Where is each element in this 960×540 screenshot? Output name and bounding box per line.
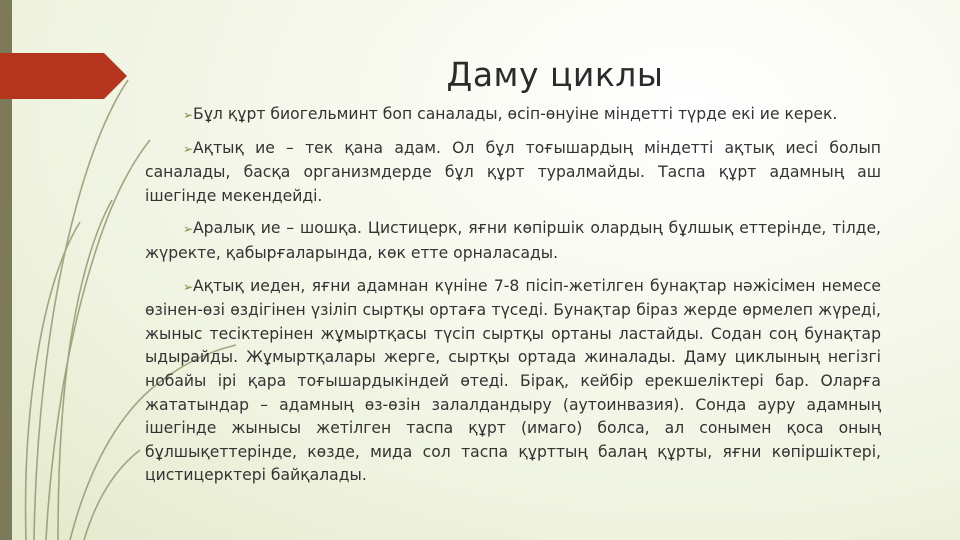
paragraph-text: Ақтық ие – тек қана адам. Ол бұл тоғышардың міндетті ақтық иесі болып саналады, басқа организмдерде бұл құрт туралмайды. Таспа құрт адамның аш ішегінде мекендейді.	[145, 138, 881, 205]
paragraph	[145, 275, 881, 488]
arrow-bullet-icon: ➢	[183, 222, 194, 237]
paragraph	[145, 217, 881, 265]
paragraph	[145, 103, 881, 128]
arrow-bullet-icon: ➢	[183, 108, 194, 122]
paragraph-text: Бұл құрт биогельминт боп саналады, өсіп-өнуіне міндетті түрде екі ие керек.	[193, 105, 838, 123]
slide-title: Даму циклы	[446, 55, 664, 94]
paragraph-text: Ақтық иеден, яғни адамнан күніне 7-8 пісіп-жетілген бунақтар нәжісімен немесе өзінен-өзі өздігінен үзіліп сыртқы ортаға түседі. Бунақтар біраз жерде өрмелеп жүреді, жыныс тесіктерінен жұмыртқасы түсіп сыртқы ортаны ластайды. Содан соң бунақтар ыдырайды. Жұмыртқалары жерге, сыртқы ортада жиналады. Даму циклының негізгі нобайы ірі қара тоғышардыкіндей өтеді. Бірақ, кейбір ерекшеліктері бар. Оларға жататындар – адамның өз-өзін залалдандыру (аутоинвазия). Сонда ауру адамның ішегінде жынысы жетілген таспа құрт (имаго) болса, ал сонымен қоса оның бұлшықеттерінде, көзде, мида сол таспа құрттың балаң құрты, яғни көпіршіктері, цистицерктері байқалады.	[145, 276, 881, 485]
paragraph-text: Аралық ие – шошқа. Цистицерк, яғни көпіршік олардың бұлшық еттерінде, тілде, жүректе, қабырғаларында, көк етте орналасады.	[145, 219, 881, 262]
slide-body	[145, 103, 881, 497]
arrow-bullet-icon: ➢	[183, 279, 194, 294]
paragraph	[145, 137, 881, 209]
arrow-bullet-icon: ➢	[183, 141, 194, 156]
